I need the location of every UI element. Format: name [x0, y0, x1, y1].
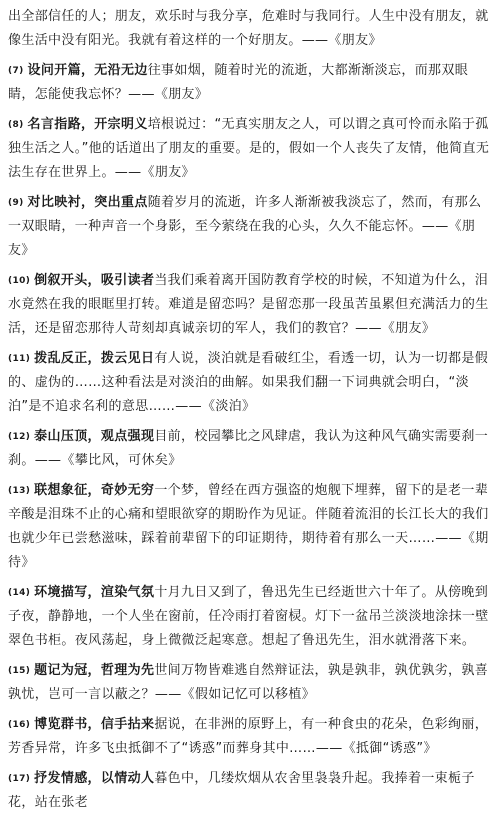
item-number: (13) [8, 486, 31, 496]
item-text: 当我们乘着离开国防教育学校的时候，不知道为什么，泪水竟然在我的眼眶里打转。难道是留恋吗？是留恋那一段虽苦虽累但充满活力的生活，还是留恋那待人苛刻却真诚亲切的军人，我们的教官？——《朋友》 [8, 273, 489, 336]
item-text: 一个梦，曾经在西方强盗的炮舰下埋葬，留下的是老一辈辛酸是泪珠不止的心痛和望眼欲穿的期盼作为见证。伴随着流泪的长江长大的我们也就少年已尝愁滋味，踩着前辈留下的印证期待，期待着有那么一天……——《期待》 [8, 483, 489, 570]
item-heading: 拨乱反正，拨云见日 [34, 351, 155, 366]
item-number: (16) [8, 720, 31, 730]
item-number: (10) [8, 276, 31, 286]
item-text: 有人说，淡泊就是看破红尘，看透一切，认为一切都是假的、虚伪的……这种看法是对淡泊的曲解。如果我们翻一下词典就会明白，“淡泊”是不追求名利的意思……——《淡泊》 [8, 351, 489, 414]
item-number: (15) [8, 666, 31, 676]
item-number: (12) [8, 432, 31, 442]
list-item [8, 659, 490, 707]
item-heading: 抒发情感，以情动人 [34, 771, 155, 786]
list-item [8, 113, 490, 185]
item-heading: 对比映衬，突出重点 [27, 195, 148, 210]
item-heading: 设问开篇，无沿无边 [27, 63, 148, 78]
list-item [8, 59, 490, 107]
item-heading: 博览群书，信手拈来 [34, 717, 155, 732]
item-text: 十月九日又到了，鲁迅先生已经逝世六十年了。从傍晚到子夜，静静地，一个人坐在窗前，任冷雨打着窗棂。灯下一盆吊兰淡淡地涂抹一壁翠色书柜。夜风荡起，身上微微泛起寒意。想起了鲁迅先生，泪水就滑落下来。 [8, 585, 489, 648]
item-text: 世间万物皆难逃自然辩证法，孰是孰非，孰优孰劣，孰喜孰忧，岂可一言以蔽之？——《假如记忆可以移植》 [8, 663, 489, 702]
list-item [8, 581, 490, 653]
item-heading: 题记为冠，哲理为先 [34, 663, 155, 678]
item-text: 目前，校园攀比之风肆虐，我认为这种风气确实需要刹一刹。——《攀比风，可休矣》 [8, 429, 489, 468]
item-number: (14) [8, 588, 31, 598]
item-number: (7) [8, 66, 24, 76]
item-heading: 名言指路，开宗明义 [27, 117, 148, 132]
item-heading: 联想象征，奇妙无穷 [34, 483, 155, 498]
item-number: (17) [8, 774, 31, 784]
item-text: 暮色中，几缕炊烟从农舍里袅袅升起。我捧着一束栀子花，站在张老 [8, 771, 475, 810]
item-text: 往事如烟，随着时光的流逝，大都渐渐淡忘，而那双眼睛，怎能使我忘怀？——《朋友》 [8, 63, 469, 102]
intro-paragraph [8, 5, 490, 53]
item-heading: 环境描写，渲染气氛 [34, 585, 155, 600]
list-item [8, 347, 490, 419]
item-number: (9) [8, 198, 24, 208]
intro-text: 出全部信任的人；朋友，欢乐时与我分享，危难时与我同行。人生中没有朋友，就像生活中没有阳光。我就有着这样的一个好朋友。——《朋友》 [8, 9, 489, 48]
item-text: 随着岁月的流逝，许多人渐渐被我淡忘了，然而，有那么一双眼睛，一种声音一个身影，至今萦绕在我的心头，久久不能忘怀。——《朋友》 [8, 195, 482, 258]
item-number: (11) [8, 354, 31, 364]
list-item [8, 479, 490, 575]
item-number: (8) [8, 120, 24, 130]
item-heading: 泰山压顶，观点强现 [34, 429, 155, 444]
item-text: 培根说过：“无真实朋友之人，可以谓之真可怜而永陷于孤独生活之人。”他的话道出了朋友的重要。是的，假如一个人丧失了友情，他简直无法生存在世界上。——《朋友》 [8, 117, 490, 180]
list-item [8, 425, 490, 473]
item-text: 据说，在非洲的原野上，有一种食虫的花朵，色彩绚丽，芳香异常，许多飞虫抵御不了“诱惑”而葬身其中……——《抵御“诱惑”》 [8, 717, 489, 756]
item-heading: 倒叙开头，吸引读者 [34, 273, 155, 288]
list-item [8, 767, 490, 815]
list-item [8, 269, 490, 341]
list-item [8, 191, 490, 263]
list-item [8, 713, 490, 761]
